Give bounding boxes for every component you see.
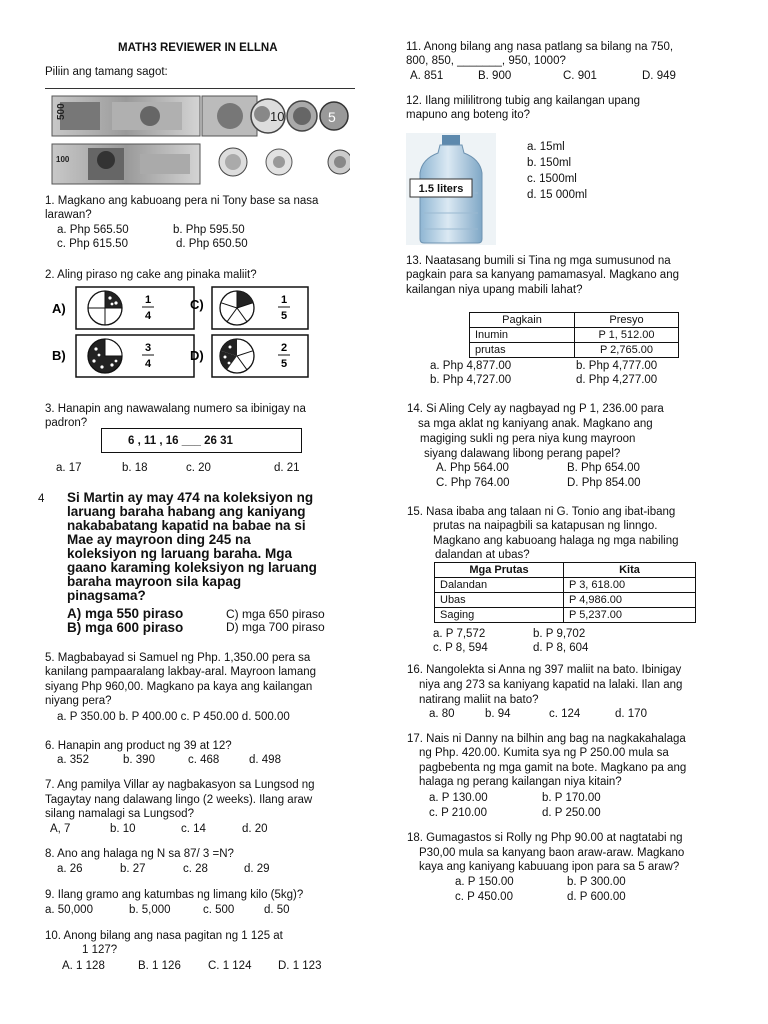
coin-icon [328,150,350,174]
cake-fraction-figure [50,283,310,380]
pie-three-fourths-icon [88,339,122,373]
q10-text-line1: 10. Anong bilang ang nasa pagitan ng 1 125 at [45,930,283,942]
q14-option-b[interactable]: B. Php 654.00 [567,462,640,474]
q8-option-d[interactable]: d. 29 [244,863,270,875]
q4-option-d[interactable]: D) mga 700 piraso [226,620,325,634]
q9-option-d[interactable]: d. 50 [264,904,290,916]
bill-denomination-100: 100 [56,155,70,164]
table-cell: P 3, 618.00 [564,578,696,593]
q16-option-b[interactable]: b. 94 [485,708,511,720]
q5-text-line3: siyang Php 960,00. Magkano pa kaya ang kailangan [45,681,313,693]
q7-text-line2: Tagaytay nang dalawang lingo (2 weeks). Ilang araw [45,794,313,806]
q16-text-line3: natirang maliit na bato? [419,694,539,706]
table-row [470,343,679,358]
fraction-c-numerator: 1 [280,294,288,306]
q3-option-b[interactable]: b. 18 [122,462,148,474]
coin-denomination-10: 10 [270,109,285,124]
table-row [435,578,696,593]
q11-text-line2: 800, 850, _______, 950, 1000? [406,55,566,67]
table-cell: Ubas [435,593,564,608]
q8-text: 8. Ano ang halaga ng N sa 87/ 3 =N? [45,848,234,860]
option-letter-a: A) [52,301,66,316]
q8-option-a[interactable]: a. 26 [57,863,83,875]
coin-denomination-5: 5 [328,109,336,125]
q15-option-a[interactable]: a. P 7,572 [433,628,486,640]
q7-text-line1: 7. Ang pamilya Villar ay nagbakasyon sa Lungsod ng [45,779,315,791]
q9-option-c[interactable]: c. 500 [203,904,235,916]
fraction-c-denominator: 5 [280,310,288,322]
instruction: Piliin ang tamang sagot: [45,66,168,78]
q5-options[interactable]: a. P 350.00 b. P 400.00 c. P 450.00 d. 500.00 [57,711,290,723]
q18-option-c[interactable]: c. P 450.00 [455,891,513,903]
q6-option-a[interactable]: a. 352 [57,754,89,766]
q16-text-line1: 16. Nangolekta si Anna ng 397 maliit na bato. Ibinigay [407,664,682,676]
fraction-d-denominator: 5 [280,358,288,370]
q16-option-c[interactable]: c. 124 [549,708,581,720]
fraction-d-numerator: 2 [280,342,288,354]
q14-text-line2: sa mga aklat ng kaniyang anak. Magkano ang [418,418,653,430]
q15-text-line1: 15. Nasa ibaba ang talaan ni G. Tonio ang ibat-ibang [407,506,676,518]
q1-option-b[interactable]: b. Php 595.50 [173,224,245,236]
table-cell: Inumin [470,328,575,343]
bill-icon [52,96,200,136]
q7-text-line3: silang namalagi sa Lungsod? [45,808,194,820]
q18-text-line1: 18. Gumagastos si Rolly ng Php 90.00 at nagtatabi ng [407,832,683,844]
q4-option-c[interactable]: C) mga 650 piraso [226,607,325,621]
q4-line2: laruang baraha habang ang kaniyang [67,504,306,519]
q4-option-a[interactable]: A) mga 550 piraso [67,606,184,621]
q17-option-a[interactable]: a. P 130.00 [429,792,488,804]
q15-text-line3: Magkano ang kabuoang halaga ng mga nabiling [433,535,679,547]
option-letter-d: D) [190,348,204,363]
q7-option-a[interactable]: A, 7 [50,823,71,835]
q14-text-line3: magiging sukli ng pera niya kung mayroon [420,433,636,445]
q11-option-b[interactable]: B. 900 [478,70,512,82]
q7-option-b[interactable]: b. 10 [110,823,136,835]
table-cell: prutas [470,343,575,358]
table-cell: P 2,765.00 [575,343,679,358]
q14-option-a[interactable]: A. Php 564.00 [436,462,509,474]
q10-option-b[interactable]: B. 1 126 [138,960,181,972]
q17-text-line4: halaga ng perang kailangan niya kitain? [419,776,622,788]
q4-line6: gaano karaming koleksiyon ng laruang [67,560,317,575]
q12-text-line2: mapuno ang boteng ito? [406,109,531,121]
q17-text-line2: ng Php. 420.00. Kumita sya ng P 250.00 mula sa [419,747,669,759]
q8-option-c[interactable]: c. 28 [183,863,208,875]
bill-icon [52,144,200,184]
q6-option-c[interactable]: c. 468 [188,754,220,766]
q8-option-b[interactable]: b. 27 [120,863,146,875]
q3-option-d[interactable]: d. 21 [274,462,300,474]
q6-option-b[interactable]: b. 390 [123,754,155,766]
page-title: MATH3 REVIEWER IN ELLNA [118,42,278,54]
table-row [470,328,679,343]
q5-text-line1: 5. Magbabayad si Samuel ng Php. 1,350.00 pera sa [45,652,311,664]
q14-option-c[interactable]: C. Php 764.00 [436,477,510,489]
q11-option-d[interactable]: D. 949 [642,70,676,82]
q3-option-c[interactable]: c. 20 [186,462,211,474]
bill-denomination-500: 500 [56,103,67,120]
q4-line4: Mae ay mayroon ding 245 na [67,532,251,547]
pie-one-fifth-icon [220,291,254,325]
q15-option-d[interactable]: d. P 8, 604 [533,642,589,654]
coin-icon [287,101,317,131]
q18-option-b[interactable]: b. P 300.00 [567,876,626,888]
q9-option-a[interactable]: a. 50,000 [45,904,93,916]
fraction-b-denominator: 4 [144,358,152,370]
q17-option-c[interactable]: c. P 210.00 [429,807,487,819]
q4-number: 4 [38,493,45,505]
q5-text-line4: niyang pera? [45,695,112,707]
q16-text-line2: niya ang 273 sa kaniyang kapatid na lalaki. Ilan ang [419,679,683,691]
q16-option-d[interactable]: d. 170 [615,708,647,720]
q10-option-d[interactable]: D. 1 123 [278,960,322,972]
table-header-cell: Mga Prutas [435,563,564,578]
q13-option-c[interactable]: b. Php 4,727.00 [430,374,512,386]
q15-text-line2: prutas na naipagbili sa katapusan ng linngo. [433,520,658,532]
fraction-a-numerator: 1 [144,294,152,306]
q4-line1: Si Martin ay may 474 na koleksiyon ng [67,490,314,505]
option-letter-b: B) [52,348,66,363]
q4-line7: baraha mayroon sila kapag [67,574,242,589]
q18-option-d[interactable]: d. P 600.00 [567,891,626,903]
fraction-a-denominator: 4 [144,310,152,322]
q13-text-line3: kailangan niya upang mabili lahat? [406,284,583,296]
q1-text-line1: 1. Magkano ang kabuoang pera ni Tony base sa nasa [45,195,319,207]
q13-option-d[interactable]: d. Php 4,277.00 [576,374,658,386]
q15-option-b[interactable]: b. P 9,702 [533,628,586,640]
table-row [435,608,696,623]
q4-line5: koleksiyon ng laruang baraha. Mga [67,546,293,561]
q6-option-d[interactable]: d. 498 [249,754,281,766]
coin-icon [266,149,292,175]
pie-two-fifths-icon [220,339,254,373]
q3-text-line2: padron? [45,417,88,429]
q14-text-line4: siyang dalawang libong perang papel? [424,448,621,460]
table-cell: Saging [435,608,564,623]
q18-text-line3: kaya ang kaniyang kabuuang ipon para sa 5 araw? [419,861,680,873]
q11-option-a[interactable]: A. 851 [410,70,444,82]
coin-icon [219,148,247,176]
fraction-b-numerator: 3 [144,342,152,354]
table-cell: P 1, 512.00 [575,328,679,343]
table-header-row [470,313,679,328]
q12-option-c[interactable]: c. 1500ml [527,173,577,185]
q1-option-d[interactable]: d. Php 650.50 [176,238,248,250]
q3-text-line1: 3. Hanapin ang nawawalang numero sa ibinigay na [45,403,306,415]
water-bottle-icon [406,133,496,245]
q17-option-d[interactable]: d. P 250.00 [542,807,601,819]
table-cell: P 4,986.00 [564,593,696,608]
q4-option-b[interactable]: B) mga 600 piraso [67,620,184,635]
q4-line3: nakababatang kapatid na babae na si [67,518,306,533]
coin-icon [251,99,285,133]
q10-text-line2: 1 127? [82,944,118,956]
q11-option-c[interactable]: C. 901 [563,70,597,82]
q1-option-c[interactable]: c. Php 615.50 [57,238,128,250]
q13-option-b[interactable]: b. Php 4,777.00 [576,360,658,372]
divider [45,88,355,89]
money-picture [50,92,350,187]
q9-option-b[interactable]: b. 5,000 [129,904,171,916]
q13-option-a[interactable]: a. Php 4,877.00 [430,360,512,372]
option-letter-c: C) [190,297,204,312]
q13-price-table [469,312,679,358]
q15-text-line4: dalandan at ubas? [435,549,530,561]
q2-text: 2. Aling piraso ng cake ang pinaka maliit? [45,269,257,281]
q3-pattern: 6 , 11 , 16 ___ 26 31 [128,435,233,447]
table-cell: Dalandan [435,578,564,593]
q15-sales-table [434,562,696,623]
bottle-label: 1.5 liters [418,183,464,195]
table-cell: P 5,237.00 [564,608,696,623]
q10-option-c[interactable]: C. 1 124 [208,960,252,972]
q18-text-line2: P30,00 mula sa kanyang baon araw-araw. Magkano [419,847,685,859]
q14-text-line1: 14. Si Aling Cely ay nagbayad ng P 1, 236.00 para [407,403,664,415]
q10-option-a[interactable]: A. 1 128 [62,960,105,972]
q16-option-a[interactable]: a. 80 [429,708,455,720]
table-header-row [435,563,696,578]
q14-option-d[interactable]: D. Php 854.00 [567,477,641,489]
pie-one-fourth-icon [88,291,122,325]
q13-text-line2: pagkain para sa kanyang pamamasyal. Magkano ang [406,269,679,281]
q1-text-line2: larawan? [45,209,92,221]
q1-option-a[interactable]: a. Php 565.50 [57,224,129,236]
q11-text-line1: 11. Anong bilang ang nasa patlang sa bilang na 750, [406,41,674,53]
q17-text-line3: pagbebenta ng mga gamit na bote. Magkano pa ang [419,762,687,774]
q4-line8: pinagsama? [67,588,146,603]
coin-icon [320,102,348,130]
table-header-cell: Presyo [575,313,679,328]
q12-option-a[interactable]: a. 15ml [527,141,565,153]
q13-text-line1: 13. Naatasang bumili si Tina ng mga sumusunod na [406,255,671,267]
q5-text-line2: kanilang pampaaralang lakbay-aral. Mayroon lamang [45,666,317,678]
q3-option-a[interactable]: a. 17 [56,462,82,474]
q9-text: 9. Ilang gramo ang katumbas ng limang kilo (5kg)? [45,889,304,901]
q12-option-b[interactable]: b. 150ml [527,157,572,169]
table-header-cell: Pagkain [470,313,575,328]
table-row [435,593,696,608]
q12-text-line1: 12. Ilang mililitrong tubig ang kailangan upang [406,95,640,107]
q18-option-a[interactable]: a. P 150.00 [455,876,514,888]
bill-icon [202,96,257,136]
q15-option-c[interactable]: c. P 8, 594 [433,642,488,654]
q17-option-b[interactable]: b. P 170.00 [542,792,601,804]
q7-option-c[interactable]: c. 14 [181,823,206,835]
q6-text: 6. Hanapin ang product ng 39 at 12? [45,740,232,752]
q17-text-line1: 17. Nais ni Danny na bilhin ang bag na nagkakahalaga [407,733,686,745]
q12-option-d[interactable]: d. 15 000ml [527,189,588,201]
table-header-cell: Kita [564,563,696,578]
q7-option-d[interactable]: d. 20 [242,823,268,835]
